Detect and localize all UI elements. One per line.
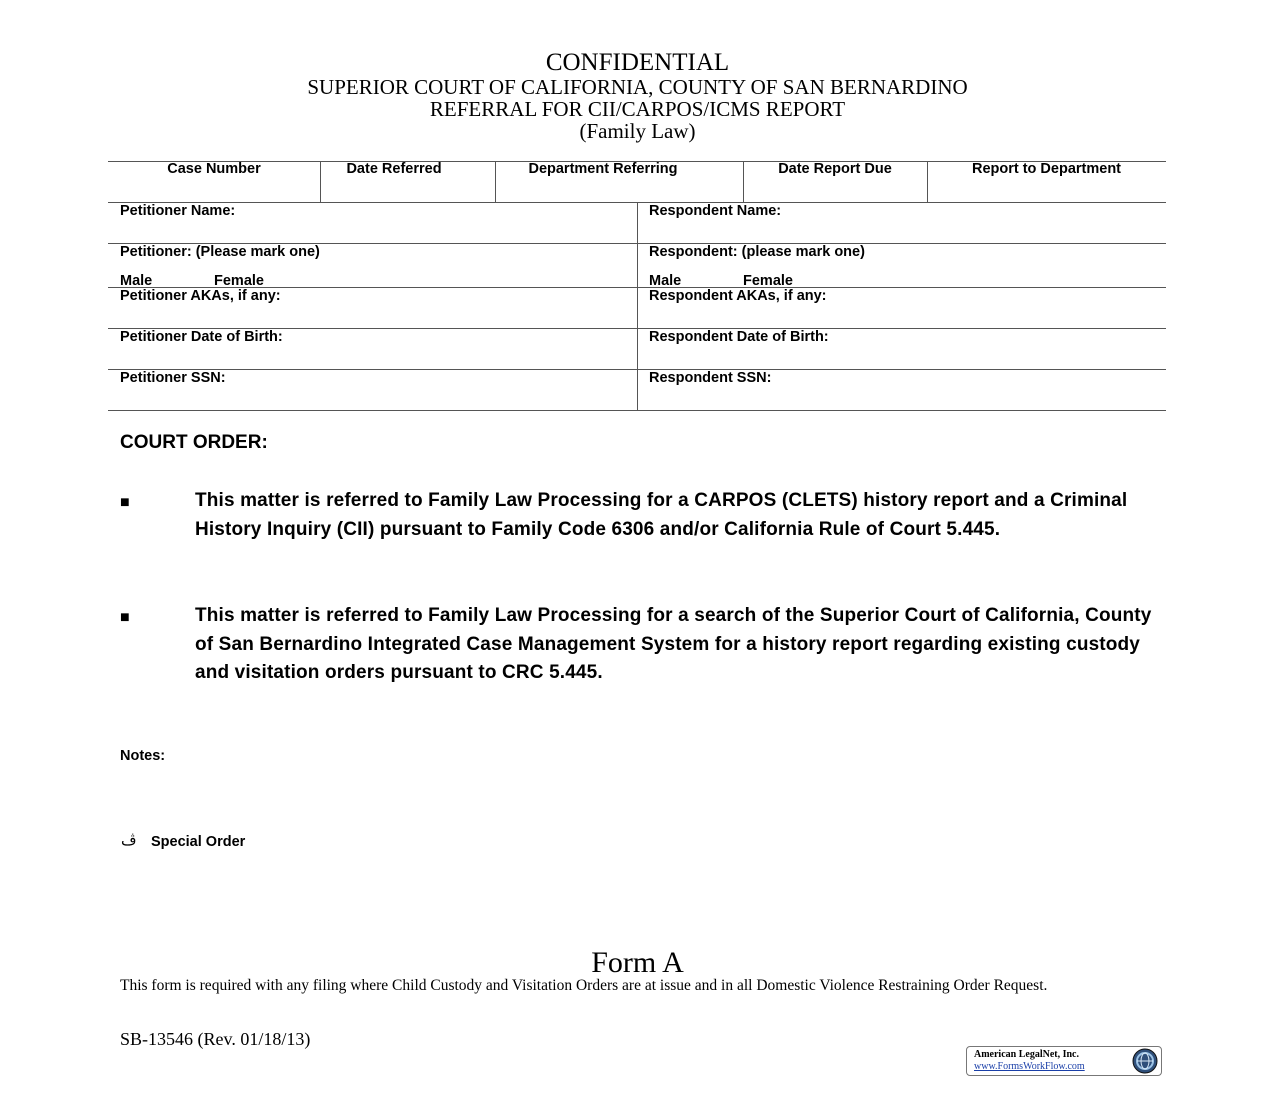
petitioner-ssn-label: Petitioner SSN: <box>120 370 226 386</box>
petitioner-male-option[interactable]: Male <box>120 273 153 289</box>
respondent-name-label: Respondent Name: <box>649 203 782 219</box>
form-id: SB-13546 (Rev. 01/18/13) <box>120 1029 311 1049</box>
logo-url-link[interactable]: www.FormsWorkFlow.com <box>974 1061 1085 1072</box>
respondent-male-option[interactable]: Male <box>649 273 682 289</box>
logo-company-name: American LegalNet, Inc. <box>974 1049 1079 1060</box>
petitioner-dob-label: Petitioner Date of Birth: <box>120 329 283 345</box>
report-to-department-header: Report to Department <box>971 161 1122 177</box>
order-item-checkbox[interactable]: ■ <box>120 609 130 626</box>
division-label: (Family Law) <box>579 119 696 143</box>
confidential-title: CONFIDENTIAL <box>545 49 730 76</box>
court-order-heading: COURT ORDER: <box>120 432 268 453</box>
respondent-ssn-label: Respondent SSN: <box>649 370 772 386</box>
order-item-checkbox[interactable]: ■ <box>120 494 130 511</box>
respondent-akas-label: Respondent AKAs, if any: <box>649 288 827 304</box>
date-referred-header: Date Referred <box>346 161 442 177</box>
date-report-due-header: Date Report Due <box>778 161 892 177</box>
department-referring-header: Department Referring <box>528 161 678 177</box>
party-col-divider <box>637 202 638 410</box>
order-item-carpos: This matter is referred to Family Law Processing for a CARPOS (CLETS) history report and a Criminal History Inquiry (CII) pursuant to Family Code 6306 and/or California Rule of Court 5.445. <box>195 490 1128 540</box>
table-bottom-rule <box>108 410 1166 411</box>
court-name: SUPERIOR COURT OF CALIFORNIA, COUNTY OF SAN BERNARDINO <box>307 75 968 99</box>
case-number-header: Case Number <box>167 161 261 177</box>
form-title: Form A <box>591 946 684 979</box>
respondent-dob-label: Respondent Date of Birth: <box>649 329 829 345</box>
order-item-icms: This matter is referred to Family Law Processing for a search of the Superior Court of California, County of San Bernardino Integrated Case Management System for a history report regarding existing custody and visitation orders pursuant to CRC 5.445. <box>195 605 1152 684</box>
referral-title: REFERRAL FOR CII/CARPOS/ICMS REPORT <box>429 97 846 121</box>
special-order-checkbox[interactable]: ڤ <box>121 833 137 849</box>
petitioner-akas-label: Petitioner AKAs, if any: <box>120 288 281 304</box>
respondent-gender-label: Respondent: (please mark one) <box>649 244 865 260</box>
special-order-label: Special Order <box>151 834 246 850</box>
petitioner-gender-label: Petitioner: (Please mark one) <box>120 244 320 260</box>
petitioner-name-label: Petitioner Name: <box>120 203 236 219</box>
form-header <box>0 50 1275 142</box>
notes-label: Notes: <box>120 748 166 764</box>
american-legalnet-logo[interactable] <box>966 1046 1162 1076</box>
respondent-female-option[interactable]: Female <box>743 273 793 289</box>
globe-icon <box>1132 1048 1158 1074</box>
form-requirement-note: This form is required with any filing where Child Custody and Visitation Orders are at issue and in all Domestic Violence Restraining Order Request. <box>120 977 1048 994</box>
petitioner-female-option[interactable]: Female <box>214 273 264 289</box>
